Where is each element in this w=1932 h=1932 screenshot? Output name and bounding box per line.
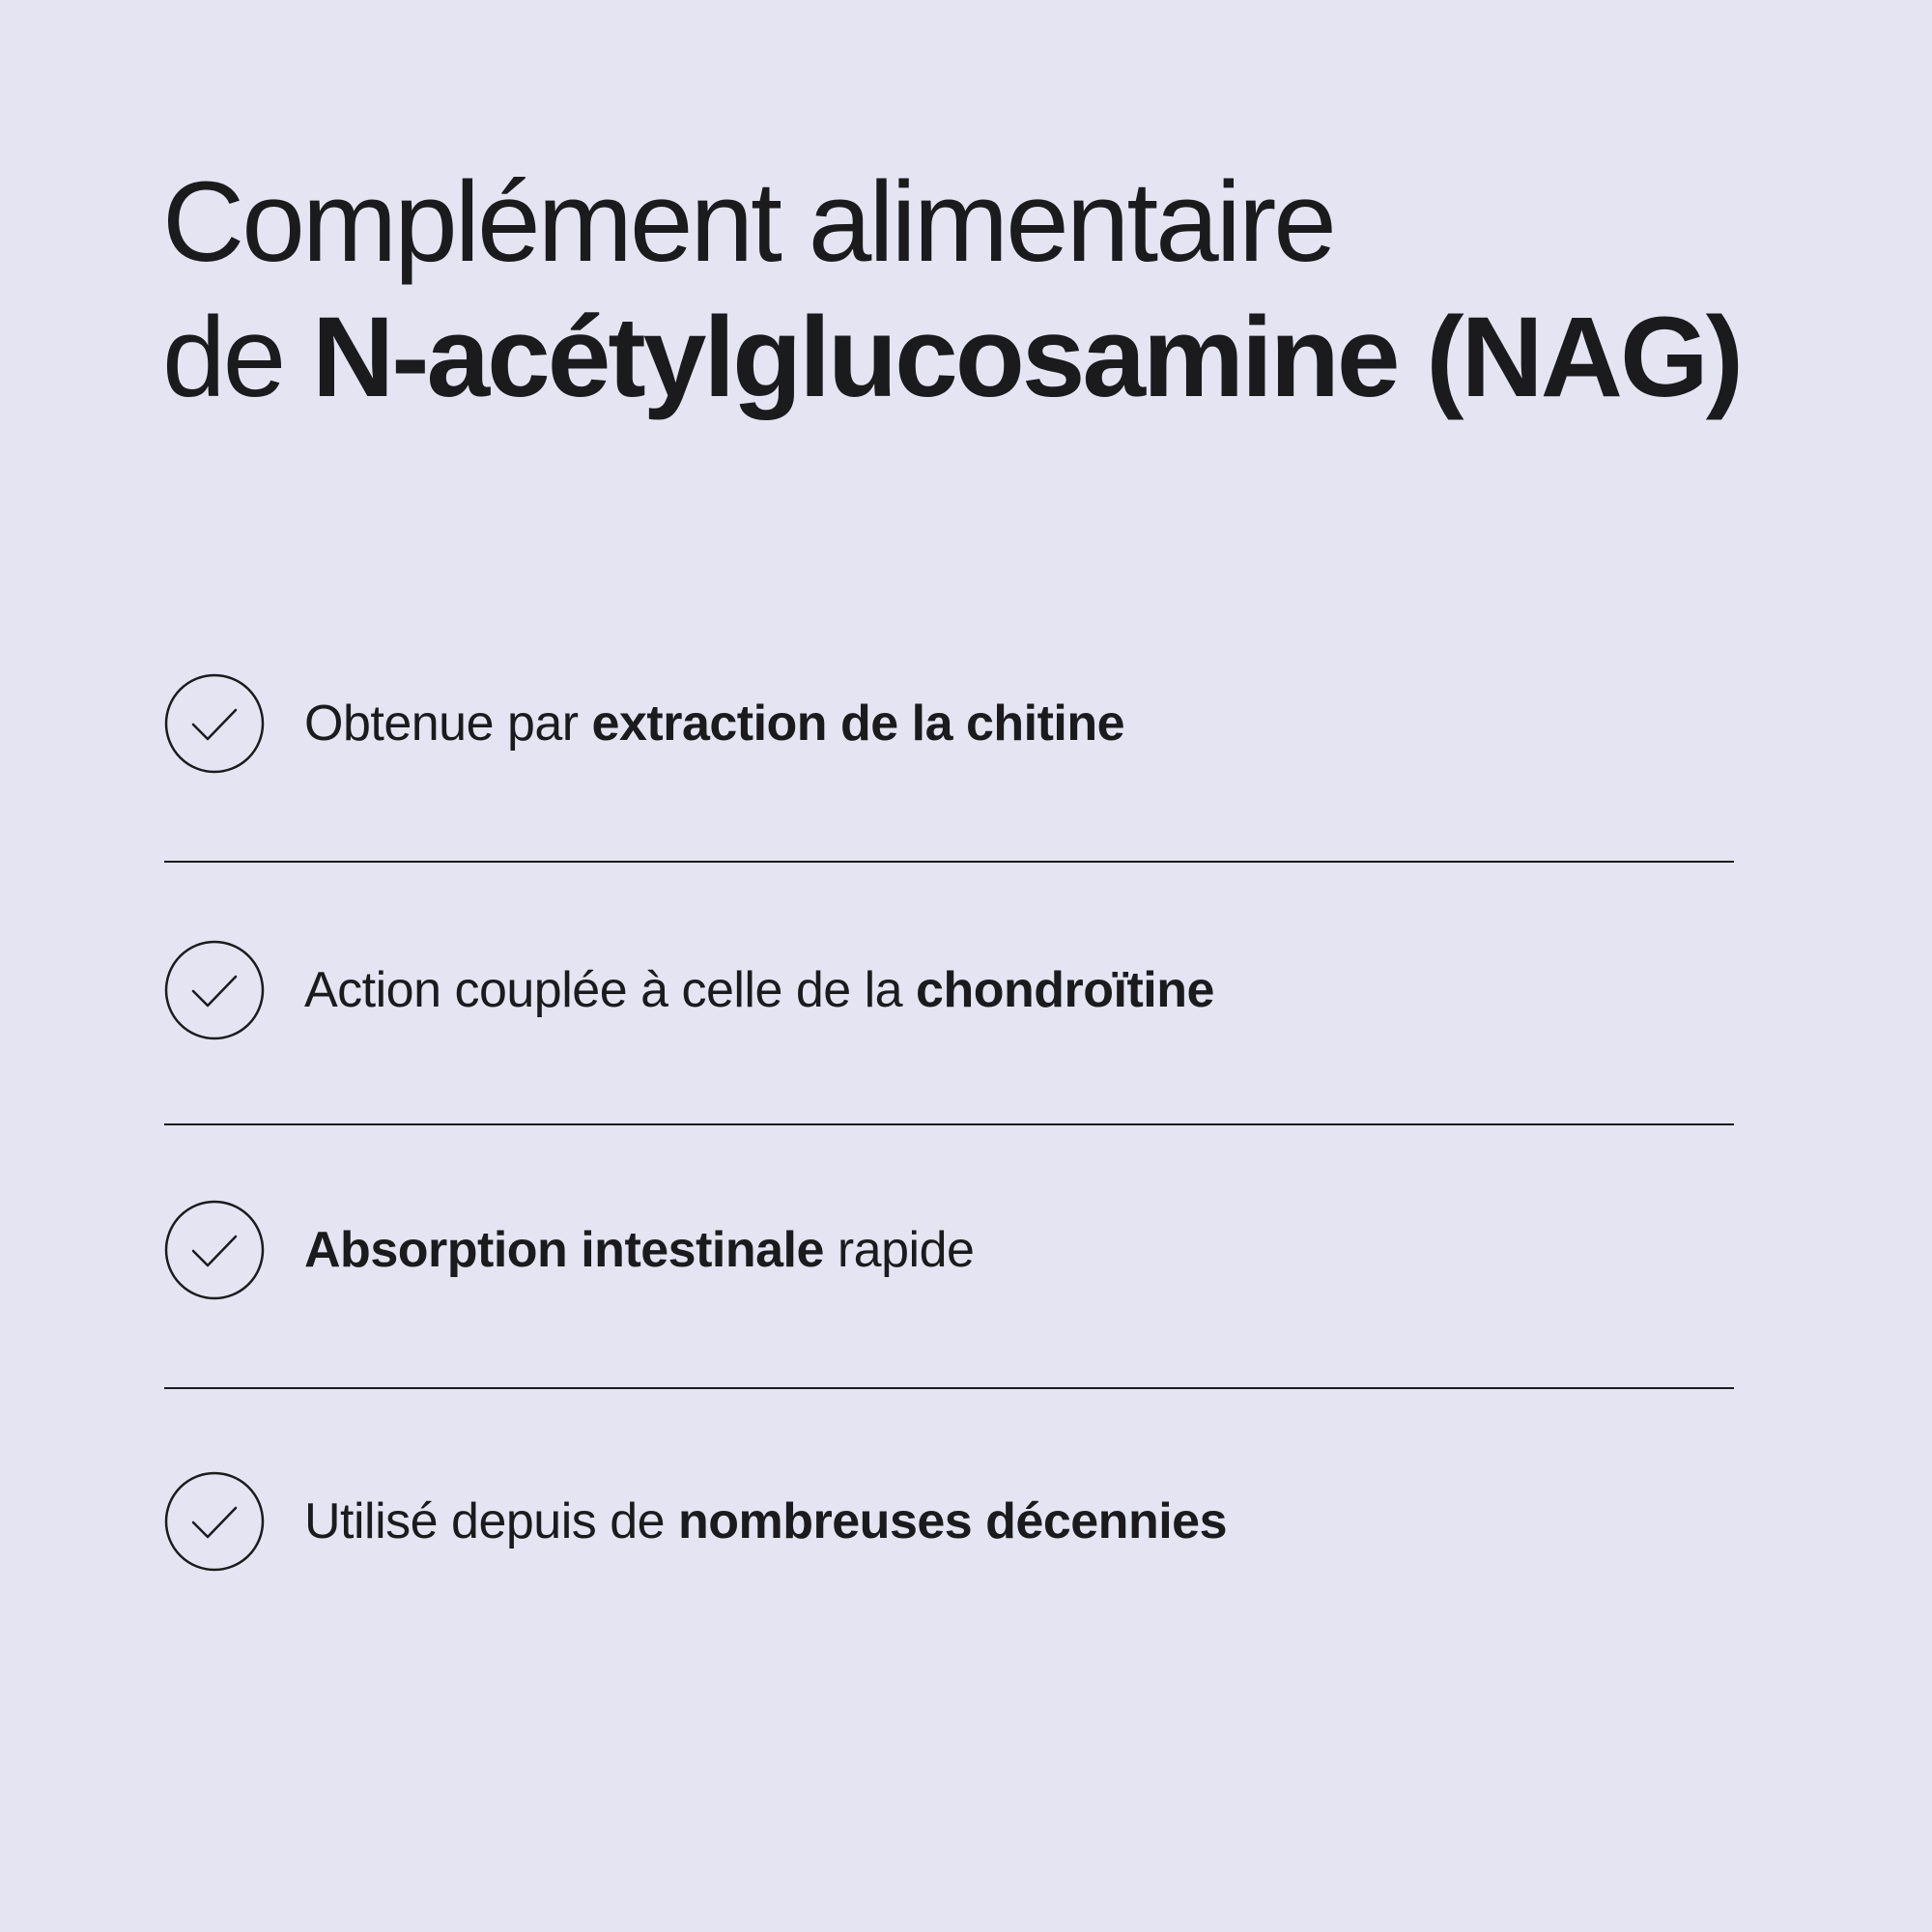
benefit-regular-text: Obtenue par — [304, 696, 592, 752]
check-circle-icon — [164, 1200, 265, 1300]
benefit-bold-text: nombreuses décennies — [678, 1493, 1227, 1549]
benefit-regular-text: Action couplée à celle de la — [304, 962, 917, 1018]
benefit-item-2 — [164, 940, 1734, 1040]
benefit-text — [304, 961, 1214, 1019]
benefit-bold-text: extraction de la chitine — [591, 696, 1125, 752]
divider — [164, 1123, 1734, 1125]
check-circle-icon — [164, 1471, 265, 1572]
benefit-bold-text: chondroïtine — [916, 962, 1214, 1018]
benefit-regular-text: rapide — [823, 1222, 975, 1278]
benefit-regular-text: Utilisé depuis de — [304, 1493, 678, 1549]
benefit-item-3 — [164, 1200, 1734, 1300]
benefit-item-4 — [164, 1471, 1734, 1572]
benefit-bold-text: Absorption intestinale — [304, 1222, 824, 1278]
title-line-2-bold: N-acétylglucosamine (NAG) — [312, 294, 1742, 421]
benefit-text — [304, 695, 1124, 753]
page-title — [162, 155, 1882, 425]
benefit-text — [304, 1221, 974, 1279]
divider — [164, 1387, 1734, 1389]
title-line-2 — [162, 290, 1882, 425]
check-circle-icon — [164, 940, 265, 1040]
check-circle-icon — [164, 673, 265, 774]
title-line-1: Complément alimentaire — [162, 158, 1334, 286]
benefit-item-1 — [164, 673, 1734, 774]
title-line-2-prefix: de — [162, 294, 313, 421]
divider — [164, 861, 1734, 863]
benefit-text — [304, 1492, 1227, 1550]
